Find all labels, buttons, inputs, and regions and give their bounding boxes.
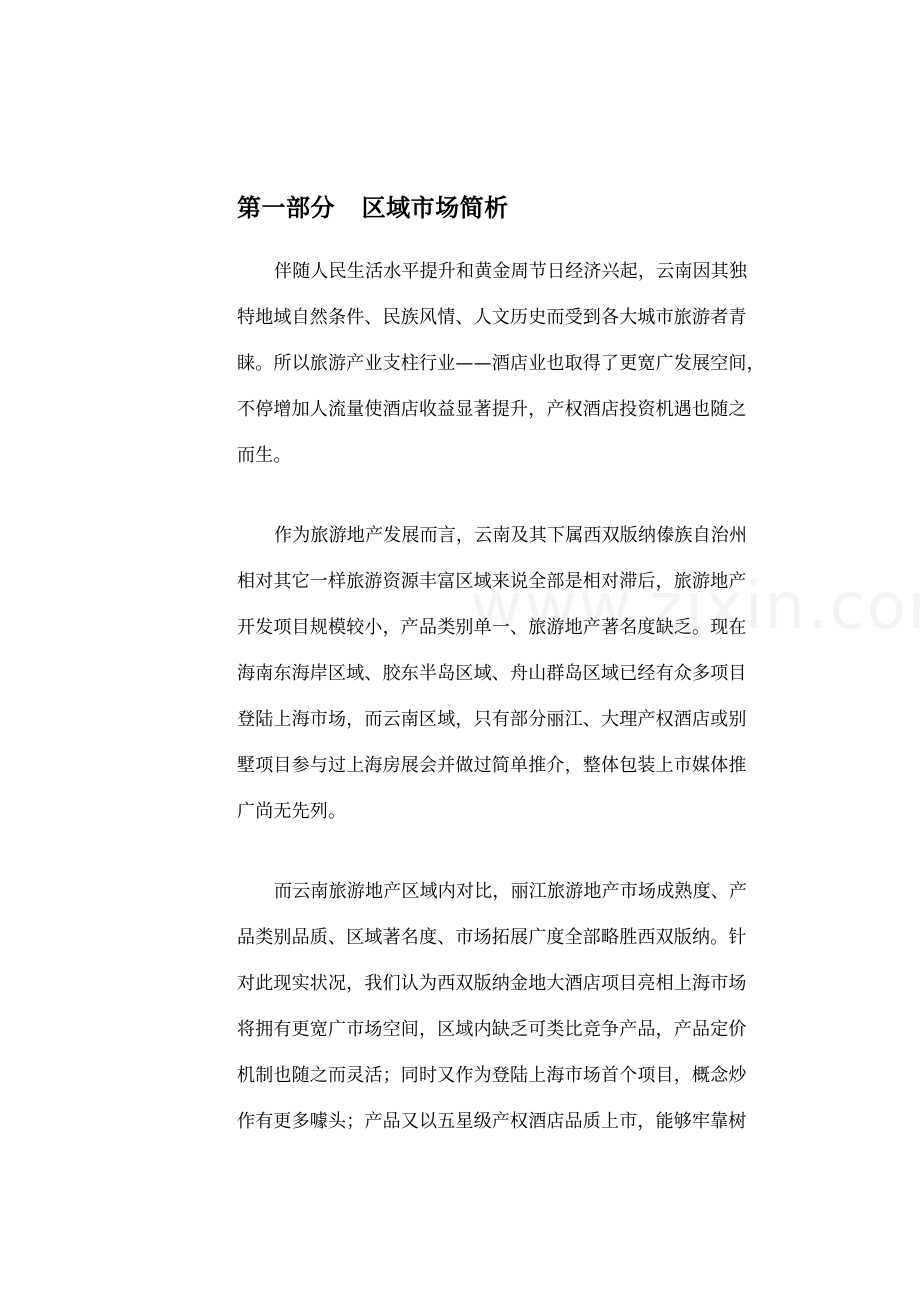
paragraph-1 bbox=[237, 249, 765, 479]
paragraph-line: 作有更多噱头；产品又以五星级产权酒店品质上市，能够牢靠树 bbox=[237, 1111, 747, 1132]
paragraph-line: 不停增加人流量使酒店收益显著提升，产权酒店投资机遇也随之 bbox=[237, 399, 747, 420]
paragraph-line: 而生。 bbox=[237, 445, 292, 466]
paragraph-line: 伴随人民生活水平提升和黄金周节日经济兴起，云南因其独 bbox=[274, 261, 748, 282]
paragraph-line: 对此现实状况，我们认为西双版纳金地大酒店项目亮相上海市场 bbox=[237, 973, 747, 994]
paragraph-line: 广尚无先列。 bbox=[237, 801, 347, 822]
paragraph-line: 而云南旅游地产区域内对比，丽江旅游地产市场成熟度、产 bbox=[274, 881, 748, 902]
paragraph-line: 特地域自然条件、民族风情、人文历史而受到各大城市旅游者青 bbox=[237, 307, 747, 328]
paragraph-line: 将拥有更宽广市场空间，区域内缺乏可类比竞争产品，产品定价 bbox=[237, 1019, 747, 1040]
paragraph-line: 睐。所以旅游产业支柱行业——酒店业也取得了更宽广发展空间， bbox=[237, 353, 765, 374]
paragraph-line: 登陆上海市场，而云南区域，只有部分丽江、大理产权酒店或别 bbox=[237, 709, 747, 730]
paragraph-line: 墅项目参与过上海房展会并做过简单推介，整体包装上市媒体推 bbox=[237, 755, 747, 776]
paragraph-line: 相对其它一样旅游资源丰富区域来说全部是相对滞后，旅游地产 bbox=[237, 571, 747, 592]
paragraph-2 bbox=[237, 513, 752, 835]
paragraph-line: 作为旅游地产发展而言，云南及其下属西双版纳傣族自治州 bbox=[274, 525, 748, 546]
paragraph-line: 机制也随之而灵活；同时又作为登陆上海市场首个项目，概念炒 bbox=[237, 1065, 747, 1086]
section-heading: 第一部分 区域市场简析 bbox=[237, 194, 509, 222]
paragraph-line: 开发项目规模较小，产品类别单一、旅游地产著名度缺乏。现在 bbox=[237, 617, 747, 638]
paragraph-line: 海南东海岸区域、胶东半岛区域、舟山群岛区域已经有众多项目 bbox=[237, 663, 747, 684]
paragraph-3 bbox=[237, 869, 752, 1145]
paragraph-line: 品类别品质、区域著名度、市场拓展广度全部略胜西双版纳。针 bbox=[237, 927, 747, 948]
